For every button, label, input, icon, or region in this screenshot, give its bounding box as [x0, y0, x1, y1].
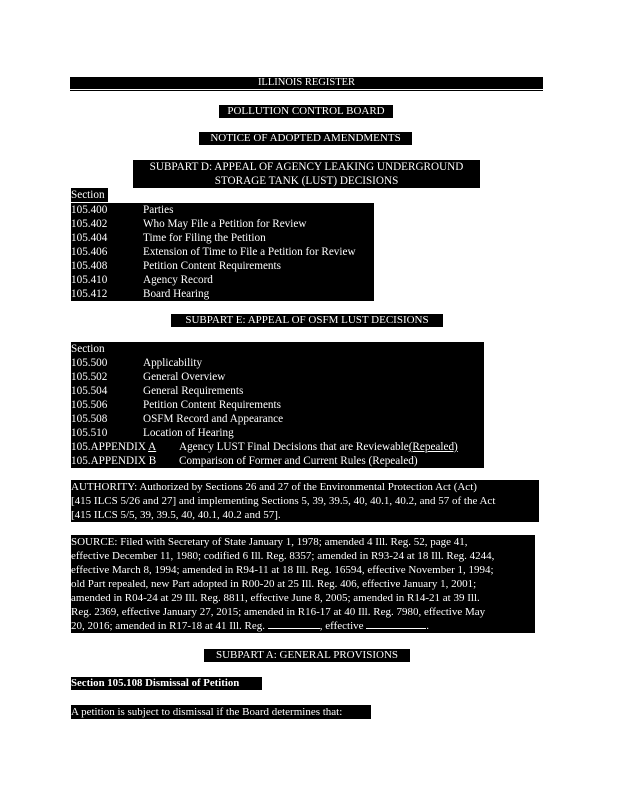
- subpart-d-title-line1: SUBPART D: APPEAL OF AGENCY LEAKING UNDERGROUND: [149, 161, 464, 173]
- subpart-a-title: SUBPART A: GENERAL PROVISIONS: [204, 649, 410, 662]
- subpart-d-title: [133, 160, 480, 188]
- source-line: amended in R04-24 at 29 Ill. Reg. 8811, effective June 8, 2005; amended in R14-21 at 39 Ill.: [71, 592, 480, 604]
- toc-row: 105.504 General Requirements: [71, 385, 244, 397]
- effective-date-blank: [366, 628, 426, 629]
- header-rule: [70, 90, 543, 91]
- toc-row: 105.408 Petition Content Requirements: [71, 260, 281, 272]
- authority-line: AUTHORITY: Authorized by Sections 26 and 27 of the Environmental Protection Act (Act): [71, 481, 477, 493]
- source-line: old Part repealed, new Part adopted in R00-20 at 25 Ill. Reg. 406, effective January 1, 2001;: [71, 578, 477, 590]
- toc-row: 105.400 Parties: [71, 204, 174, 216]
- subpart-d-toc: [71, 203, 374, 301]
- authority-paragraph: [71, 480, 539, 522]
- dismissal-intro: A petition is subject to dismissal if the Board determines that:: [71, 705, 371, 719]
- authority-line: [415 ILCS 5/5, 39, 39.5, 40, 40.1, 40.2 and 57].: [71, 509, 281, 521]
- subpart-d-title-line2: STORAGE TANK (LUST) DECISIONS: [214, 175, 399, 187]
- source-line: SOURCE: Filed with Secretary of State January 1, 1978; amended 4 Ill. Reg. 52, page 41,: [71, 536, 468, 548]
- source-line: 20, 2016; amended in R17-18 at 41 Ill. Reg. , effective .: [71, 620, 430, 632]
- toc-row: 105.402 Who May File a Petition for Review: [71, 218, 307, 230]
- appendix-a-row: 105.APPENDIX A Agency LUST Final Decisions that are Reviewable (Repealed): [71, 441, 458, 453]
- register-header: [70, 77, 543, 89]
- toc-row: 105.406 Extension of Time to File a Petition for Review: [71, 246, 356, 258]
- board-name: POLLUTION CONTROL BOARD: [219, 105, 393, 118]
- toc-row: 105.510 Location of Hearing: [71, 427, 234, 439]
- source-line: Reg. 2369, effective January 27, 2015; amended in R16-17 at 40 Ill. Reg. 7980, effective May: [71, 606, 486, 618]
- section-heading: Section 105.108 Dismissal of Petition: [71, 677, 262, 690]
- toc-row: 105.404 Time for Filing the Petition: [71, 232, 266, 244]
- register-page-blank: [268, 628, 320, 629]
- toc-row: 105.506 Petition Content Requirements: [71, 399, 281, 411]
- toc-row: 105.502 General Overview: [71, 371, 226, 383]
- subpart-d-section-label: Section: [71, 188, 108, 202]
- toc-row: 105.410 Agency Record: [71, 274, 213, 286]
- source-line: effective March 8, 1994; amended in R94-11 at 18 Ill. Reg. 16594, effective November 1, 1994;: [71, 564, 494, 576]
- toc-row: 105.508 OSFM Record and Appearance: [71, 413, 284, 425]
- source-paragraph: [71, 535, 535, 633]
- authority-line: [415 ILCS 5/26 and 27] and implementing Sections 5, 39, 39.5, 40, 40.1, 40.2, and 57 of the Act: [71, 495, 496, 507]
- notice-title: NOTICE OF ADOPTED AMENDMENTS: [199, 132, 412, 145]
- source-line: effective December 11, 1980; codified 6 Ill. Reg. 8357; amended in R93-24 at 18 Ill. Reg. 4244,: [71, 550, 495, 562]
- section-label-row: Section: [71, 343, 105, 355]
- appendix-b-row: 105.APPENDIX B Comparison of Former and Current Rules (Repealed): [71, 455, 418, 467]
- subpart-e-title: SUBPART E: APPEAL OF OSFM LUST DECISIONS: [171, 314, 443, 327]
- toc-row: 105.412 Board Hearing: [71, 288, 210, 300]
- toc-row: 105.500 Applicability: [71, 357, 203, 369]
- subpart-e-toc: [71, 342, 484, 468]
- register-title: ILLINOIS REGISTER: [257, 77, 356, 88]
